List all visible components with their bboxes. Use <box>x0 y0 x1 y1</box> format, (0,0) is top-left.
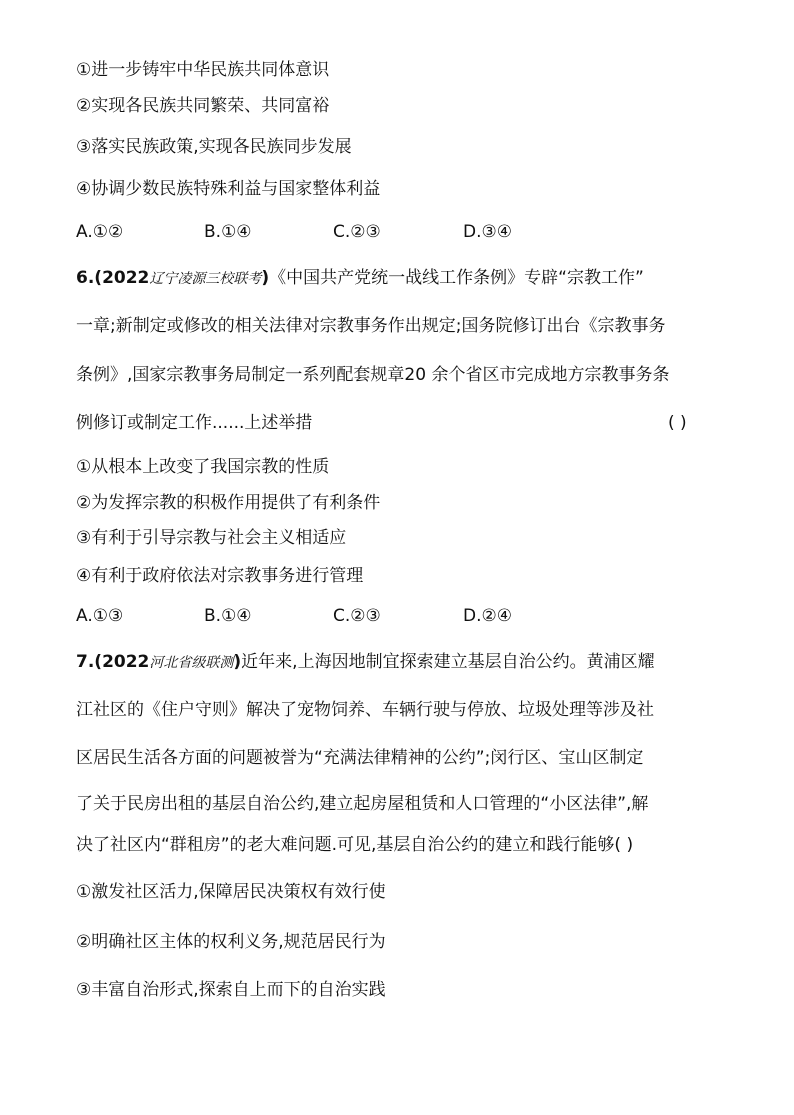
q5-option-a[interactable]: A.①② <box>76 222 124 242</box>
q6-item-1: ①从根本上改变了我国宗教的性质 <box>76 457 330 477</box>
q6-answer-blank[interactable]: ( ) <box>668 413 687 433</box>
q5-item-3: ③落实民族政策,实现各民族同步发展 <box>76 137 352 157</box>
q6-number: 6. <box>76 268 95 288</box>
q6-item-4: ④有利于政府依法对宗教事务进行管理 <box>76 566 364 586</box>
q5-item-1: ①进一步铸牢中华民族共同体意识 <box>76 60 330 80</box>
q7-source-name: 河北省级联测 <box>149 655 234 671</box>
q6-option-a[interactable]: A.①③ <box>76 606 124 626</box>
q6-stem-line-2: 一章;新制定或修改的相关法律对宗教事务作出规定;国务院修订出台《宗教事务 <box>76 316 666 336</box>
q7-item-1: ①激发社区活力,保障居民决策权有效行使 <box>76 882 386 902</box>
q7-source-open: (2022 <box>94 652 150 672</box>
q7-stem-line-2: 江社区的《住户守则》解决了宠物饲养、车辆行驶与停放、垃圾处理等涉及社 <box>76 700 654 720</box>
q6-option-c[interactable]: C.②③ <box>333 606 381 626</box>
q5-option-b[interactable]: B.①④ <box>204 222 252 242</box>
q5-item-4: ④协调少数民族特殊利益与国家整体利益 <box>76 179 381 199</box>
q6-item-2: ②为发挥宗教的积极作用提供了有利条件 <box>76 493 381 513</box>
q6-option-d[interactable]: D.②④ <box>463 606 512 626</box>
q7-item-2: ②明确社区主体的权利义务,规范居民行为 <box>76 932 386 952</box>
q7-stem-line-4: 了关于民房出租的基层自治公约,建立起房屋租赁和人口管理的“小区法律”,解 <box>76 794 649 814</box>
q5-option-d[interactable]: D.③④ <box>463 222 512 242</box>
q7-number: 7. <box>76 652 95 672</box>
q6-source-close: ) <box>261 268 270 288</box>
q6-stem-text-1: 《中国共产党统一战线工作条例》专辟“宗教工作” <box>269 268 644 288</box>
q6-option-b[interactable]: B.①④ <box>204 606 252 626</box>
q7-item-3: ③丰富自治形式,探索自上而下的自治实践 <box>76 980 386 1000</box>
q6-stem-line-1 <box>76 267 644 290</box>
q7-stem-line-5: 决了社区内“群租房”的老大难问题.可见,基层自治公约的建立和践行能够( ) <box>76 835 634 855</box>
q6-source-open: (2022 <box>94 268 150 288</box>
q6-stem-line-4: 例修订或制定工作......上述举措 <box>76 413 313 433</box>
q7-stem-line-3: 区居民生活各方面的问题被誉为“充满法律精神的公约”;闵行区、宝山区制定 <box>76 748 644 768</box>
q7-stem-line-1 <box>76 651 655 674</box>
q7-source-close: ) <box>233 652 242 672</box>
q5-option-c[interactable]: C.②③ <box>333 222 381 242</box>
q6-stem-line-3: 条例》,国家宗教事务局制定一系列配套规章20 余个省区市完成地方宗教事务条 <box>76 365 670 385</box>
q7-stem-text-1: 近年来,上海因地制宜探索建立基层自治公约。黄浦区耀 <box>241 652 655 672</box>
q6-source-name: 辽宁凌源三校联考 <box>149 271 262 287</box>
q5-item-2: ②实现各民族共同繁荣、共同富裕 <box>76 96 330 116</box>
q6-item-3: ③有利于引导宗教与社会主义相适应 <box>76 528 347 548</box>
